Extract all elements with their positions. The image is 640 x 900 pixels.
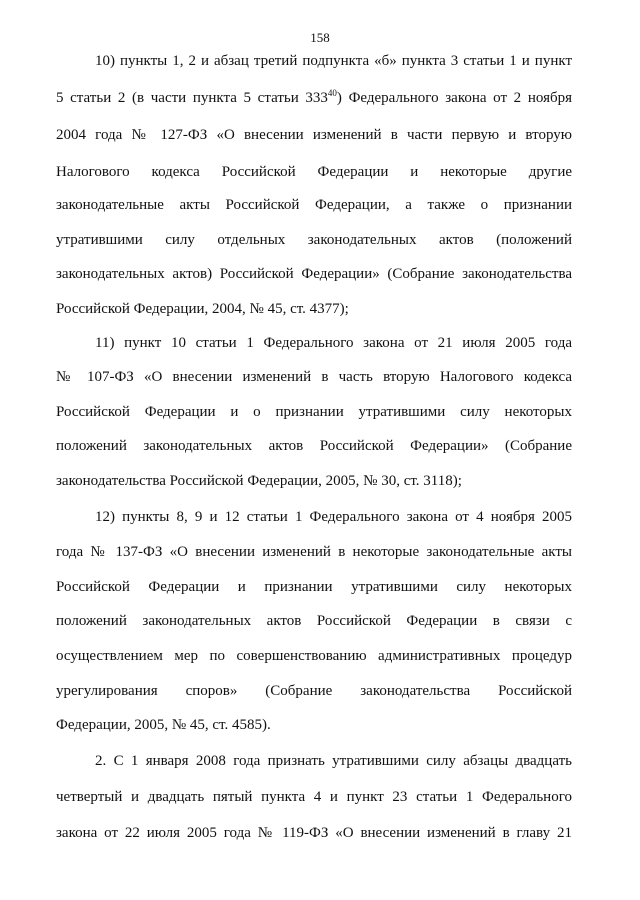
text-line: года № 137-ФЗ «О внесении изменений в некоторые законодательные акты	[56, 544, 572, 560]
text-line: положений законодательных актов Российской Федерации» (Собрание	[56, 438, 572, 454]
text-line: Федерации, 2005, № 45, ст. 4585).	[56, 717, 271, 733]
text-line: четвертый и двадцать пятый пункта 4 и пункт 23 статьи 1 Федерального	[56, 789, 572, 805]
text-line: законодательства Российской Федерации, 2005, № 30, ст. 3118);	[56, 473, 462, 489]
text-line: Российской Федерации, 2004, № 45, ст. 4377);	[56, 301, 349, 317]
text-line: Российской Федерации и о признании утратившими силу некоторых	[56, 404, 572, 420]
text-line: положений законодательных актов Российской Федерации в связи с	[56, 613, 572, 629]
text-line: 12) пункты 8, 9 и 12 статьи 1 Федерального закона от 4 ноября 2005	[95, 509, 572, 525]
text-line: 10) пункты 1, 2 и абзац третий подпункта «б» пункта 3 статьи 1 и пункт	[95, 53, 572, 69]
superscript: 40	[327, 88, 337, 98]
text-segment: ) Федерального закона от 2 ноября	[336, 90, 572, 106]
text-line: законодательные акты Российской Федерации, а также о признании	[56, 197, 572, 213]
text-line: утратившими силу отдельных законодательных актов (положений	[56, 232, 572, 248]
text-line: 11) пункт 10 статьи 1 Федерального закона от 21 июля 2005 года	[95, 335, 572, 351]
page-number: 158	[310, 30, 330, 45]
text-line: осуществлением мер по совершенствованию административных процедур	[56, 648, 572, 664]
text-line	[56, 89, 572, 107]
text-line: урегулирования споров» (Собрание законодательства Российской	[56, 683, 572, 699]
text-line: Налогового кодекса Российской Федерации и некоторые другие	[56, 164, 572, 180]
text-line: законодательных актов) Российской Федерации» (Собрание законодательства	[56, 266, 572, 282]
text-line: № 107-ФЗ «О внесении изменений в часть вторую Налогового кодекса	[56, 369, 572, 385]
text-line: 2004 года № 127-ФЗ «О внесении изменений в части первую и вторую	[56, 127, 572, 143]
text-line: Российской Федерации и признании утратившими силу некоторых	[56, 579, 572, 595]
text-line: 2. С 1 января 2008 года признать утратившими силу абзацы двадцать	[95, 753, 572, 769]
text-line: закона от 22 июля 2005 года № 119-ФЗ «О внесении изменений в главу 21	[56, 825, 572, 841]
text-segment: 5 статьи 2 (в части пункта 5 статьи 333	[56, 90, 328, 106]
